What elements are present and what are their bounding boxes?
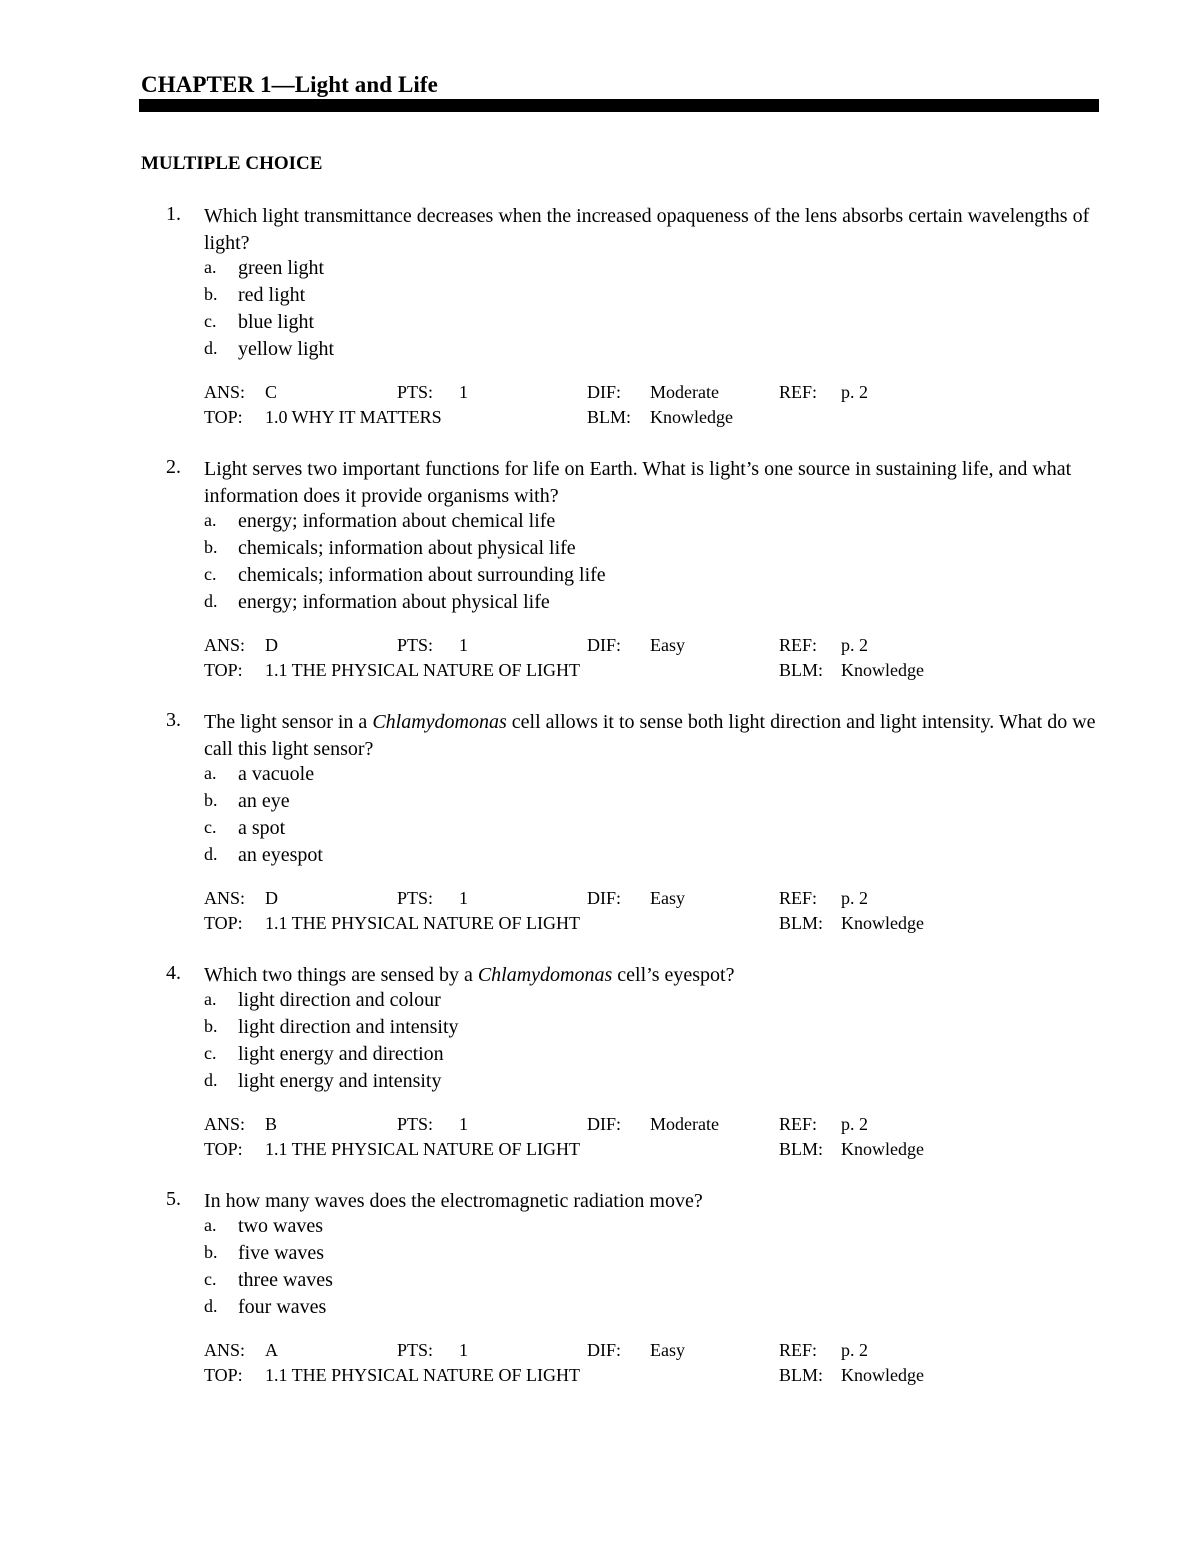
dif-label: DIF: xyxy=(587,888,622,908)
top-value: 1.1 THE PHYSICAL NATURE OF LIGHT xyxy=(265,660,580,680)
blm-label: BLM: xyxy=(779,1365,824,1385)
dif-label: DIF: xyxy=(587,1340,622,1360)
top-label: TOP: xyxy=(204,1139,243,1159)
question-number: 5. xyxy=(166,1188,181,1210)
dif-label: DIF: xyxy=(587,382,622,402)
pts-value: 1 xyxy=(459,1340,468,1360)
ans-label: ANS: xyxy=(204,1340,246,1360)
dif-value: Moderate xyxy=(650,382,719,402)
ans-value: D xyxy=(265,888,278,908)
top-label: TOP: xyxy=(204,660,243,680)
question-number: 1. xyxy=(166,203,181,225)
dif-value: Easy xyxy=(650,635,685,655)
question-stem: Which light transmittance decreases when the increased opaqueness of the lens absorbs certain wavelengths of light? xyxy=(204,205,1090,254)
pts-label: PTS: xyxy=(397,1340,434,1360)
pts-label: PTS: xyxy=(397,382,434,402)
blm-value: Knowledge xyxy=(841,913,924,933)
top-label: TOP: xyxy=(204,407,243,427)
dif-label: DIF: xyxy=(587,1114,622,1134)
ans-label: ANS: xyxy=(204,635,246,655)
blm-value: Knowledge xyxy=(650,407,733,427)
ref-value: p. 2 xyxy=(841,888,868,908)
pts-value: 1 xyxy=(459,382,468,402)
top-value: 1.1 THE PHYSICAL NATURE OF LIGHT xyxy=(265,913,580,933)
question-number: 3. xyxy=(166,709,181,731)
ans-value: B xyxy=(265,1114,278,1134)
question-stem: In how many waves does the electromagnetic radiation move? xyxy=(204,1190,703,1212)
ref-label: REF: xyxy=(779,888,818,908)
blm-value: Knowledge xyxy=(841,1139,924,1159)
question-number: 4. xyxy=(166,962,181,984)
ref-value: p. 2 xyxy=(841,1340,868,1360)
ref-label: REF: xyxy=(779,635,818,655)
top-value: 1.1 THE PHYSICAL NATURE OF LIGHT xyxy=(265,1365,580,1385)
ref-value: p. 2 xyxy=(841,382,868,402)
question-number: 2. xyxy=(166,456,181,478)
pts-value: 1 xyxy=(459,1114,468,1134)
ans-value: C xyxy=(265,382,278,402)
blm-label: BLM: xyxy=(779,1139,824,1159)
top-label: TOP: xyxy=(204,1365,243,1385)
question-stem: Light serves two important functions for life on Earth. What is light’s one source in sustaining life, and what information does it provide organisms with? xyxy=(204,458,1072,507)
ans-value: D xyxy=(265,635,278,655)
top-value: 1.1 THE PHYSICAL NATURE OF LIGHT xyxy=(265,1139,580,1159)
ref-value: p. 2 xyxy=(841,1114,868,1134)
document-page: CHAPTER 1—Light and Life MULTIPLE CHOICE 1. Which light transmittance decreases when the increased opaqueness of the lens absorbs certain wavelengths of light? a. green light b. red light c. blue light d. yellow light ANS: C PTS: 1 DIF: Moderate REF: p. 2 TOP: 1.0 WHY IT MATTERS BLM: Knowledge 2. Light serves two important functions for life on Earth. What is light’s one source in sustaining life, and what information does it provide organisms with? a. energy; information about chemical life b. chemicals; information about physical life c. chemicals; information about surrounding life d. energy; information about physical life ANS: D PTS: 1 DIF: Easy REF: p. 2 TOP: 1.1 THE PHYSICAL NATURE OF LIGHT BLM: Knowledge 3. The light sensor in a Chlamydomonas cell allows it to sense both light direction and light intensity. What do we call this light sensor? a. a vacuole b. an eye c. a spot d. an eyespot ANS: D PTS: 1 DIF: Easy REF: p. 2 TOP: 1.1 THE PHYSICAL NATURE OF LIGHT BLM: Knowledge 4. Which two things are sensed by a Chlamydomonas cell’s eyespot? a. light direction and colour b. light direction and intensity c. light energy and direction d. light energy and intensity ANS: B PTS: 1 DIF: Moderate REF: p. 2 TOP: 1.1 THE PHYSICAL NATURE OF LIGHT BLM: Knowledge 5. In how many waves does the electromagnetic radiation move? a. two waves b. five waves c. three waves d. four waves ANS: A PTS: 1 DIF: Easy REF: p. 2 TOP: 1.1 THE PHYSICAL NATURE OF LIGHT BLM: Knowledge xyxy=(0,0,1200,1553)
chapter-title: CHAPTER 1—Light and Life xyxy=(141,72,438,97)
blm-value: Knowledge xyxy=(841,1365,924,1385)
pts-label: PTS: xyxy=(397,635,434,655)
ans-value: A xyxy=(265,1340,278,1360)
blm-label: BLM: xyxy=(587,407,632,427)
top-value: 1.0 WHY IT MATTERS xyxy=(265,407,442,427)
question-stem: The light sensor in a Chlamydomonas cell allows it to sense both light direction and light intensity. What do we call this light sensor? xyxy=(204,711,1096,760)
dif-value: Easy xyxy=(650,1340,685,1360)
ans-label: ANS: xyxy=(204,1114,246,1134)
blm-label: BLM: xyxy=(779,913,824,933)
question-stem: Which two things are sensed by a Chlamydomonas cell’s eyespot? xyxy=(204,964,735,986)
chapter-rule xyxy=(139,99,1099,112)
blm-label: BLM: xyxy=(779,660,824,680)
pts-label: PTS: xyxy=(397,1114,434,1134)
dif-value: Easy xyxy=(650,888,685,908)
ref-value: p. 2 xyxy=(841,635,868,655)
species-name: Chlamydomonas xyxy=(372,711,507,733)
top-label: TOP: xyxy=(204,913,243,933)
ans-label: ANS: xyxy=(204,888,246,908)
species-name: Chlamydomonas xyxy=(477,964,613,986)
pts-value: 1 xyxy=(459,635,468,655)
dif-value: Moderate xyxy=(650,1114,719,1134)
blm-value: Knowledge xyxy=(841,660,924,680)
ans-label: ANS: xyxy=(204,382,246,402)
pts-value: 1 xyxy=(459,888,468,908)
ref-label: REF: xyxy=(779,382,818,402)
section-heading: MULTIPLE CHOICE xyxy=(141,153,323,174)
pts-label: PTS: xyxy=(397,888,434,908)
ref-label: REF: xyxy=(779,1340,818,1360)
dif-label: DIF: xyxy=(587,635,622,655)
ref-label: REF: xyxy=(779,1114,818,1134)
